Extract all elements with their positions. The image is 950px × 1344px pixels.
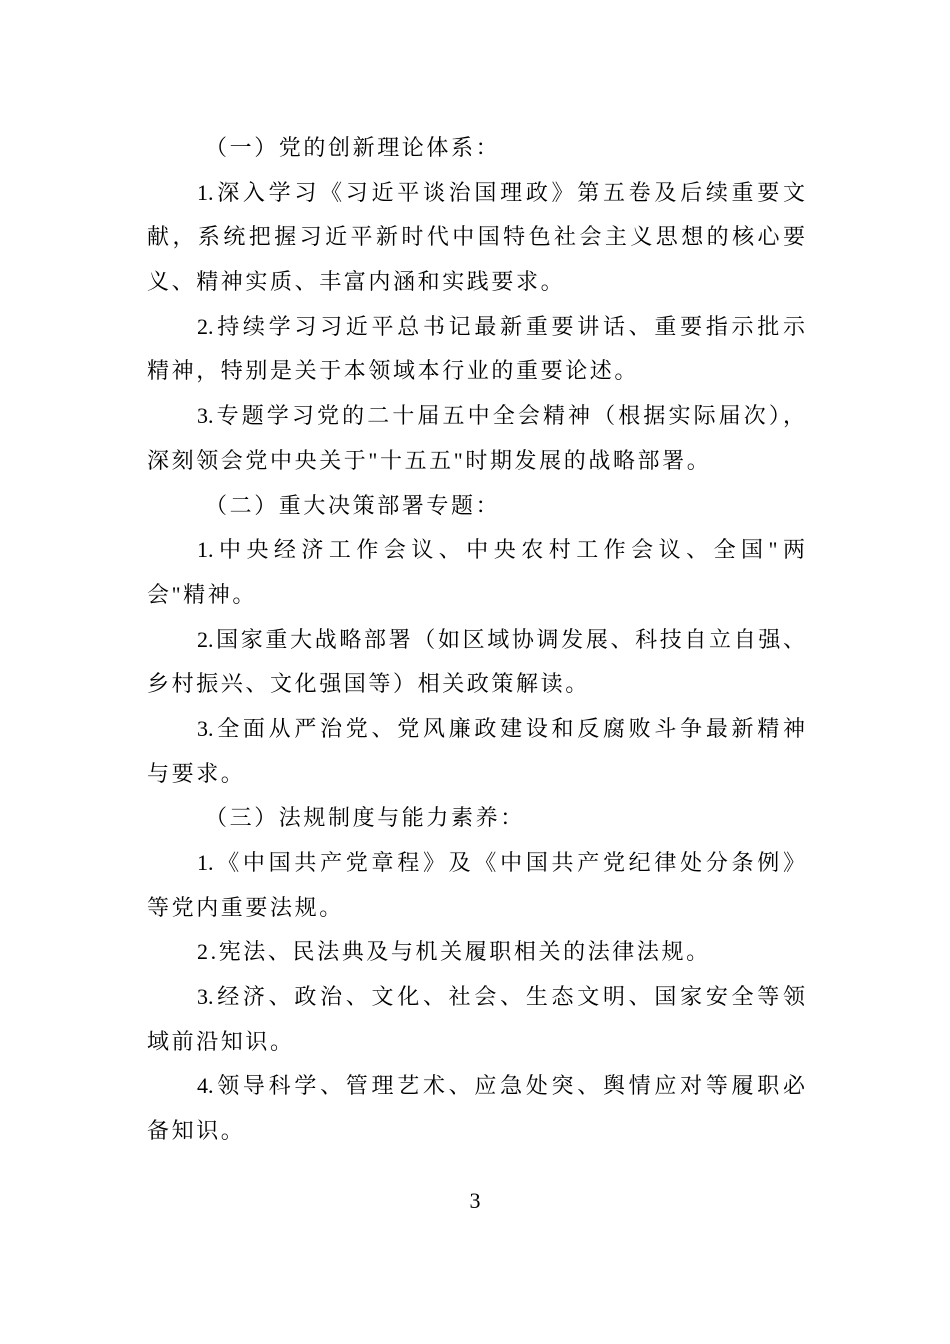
paragraph-line: 2.持续学习习近平总书记最新重要讲话、重要指示批示 bbox=[197, 313, 805, 339]
document-body bbox=[147, 126, 805, 1154]
paragraph-line: 1.深入学习《习近平谈治国理政》第五卷及后续重要文 bbox=[197, 179, 805, 205]
paragraph-line: 4.领导科学、管理艺术、应急处突、舆情应对等履职必 bbox=[197, 1073, 805, 1099]
paragraph-line: 3.全面从严治党、党风廉政建设和反腐败斗争最新精神 bbox=[197, 715, 805, 741]
section-heading: （二）重大决策部署专题： bbox=[205, 492, 501, 518]
paragraph-line: 3.经济、政治、文化、社会、生态文明、国家安全等领 bbox=[197, 984, 805, 1010]
paragraph-line: 与要求。 bbox=[147, 760, 246, 786]
paragraph-line: 会"精神。 bbox=[147, 581, 257, 607]
paragraph-line: 献，系统把握习近平新时代中国特色社会主义思想的核心要 bbox=[147, 224, 805, 250]
section-heading: （一）党的创新理论体系： bbox=[205, 135, 501, 160]
paragraph-line: 备知识。 bbox=[147, 1118, 246, 1144]
paragraph-line: 义、精神实质、丰富内涵和实践要求。 bbox=[147, 269, 566, 295]
paragraph-line: 乡村振兴、文化强国等）相关政策解读。 bbox=[147, 671, 590, 697]
section-heading: （三）法规制度与能力素养： bbox=[205, 805, 525, 831]
paragraph-line: 精神，特别是关于本领域本行业的重要论述。 bbox=[147, 358, 640, 384]
paragraph-line: 1.中央经济工作会议、中央农村工作会议、全国"两 bbox=[197, 537, 805, 563]
paragraph-line: 等党内重要法规。 bbox=[147, 894, 344, 920]
paragraph-line: 深刻领会党中央关于"十五五"时期发展的战略部署。 bbox=[147, 447, 712, 473]
paragraph-line: 1.《中国共产党章程》及《中国共产党纪律处分条例》 bbox=[197, 850, 805, 875]
paragraph-line: 2.宪法、民法典及与机关履职相关的法律法规。 bbox=[197, 939, 711, 965]
paragraph-line: 3.专题学习党的二十届五中全会精神（根据实际届次）， bbox=[197, 403, 805, 429]
page-number: 3 bbox=[469, 1188, 481, 1213]
paragraph-line: 2.国家重大战略部署（如区域协调发展、科技自立自强、 bbox=[197, 626, 805, 652]
paragraph-line: 域前沿知识。 bbox=[147, 1028, 295, 1054]
